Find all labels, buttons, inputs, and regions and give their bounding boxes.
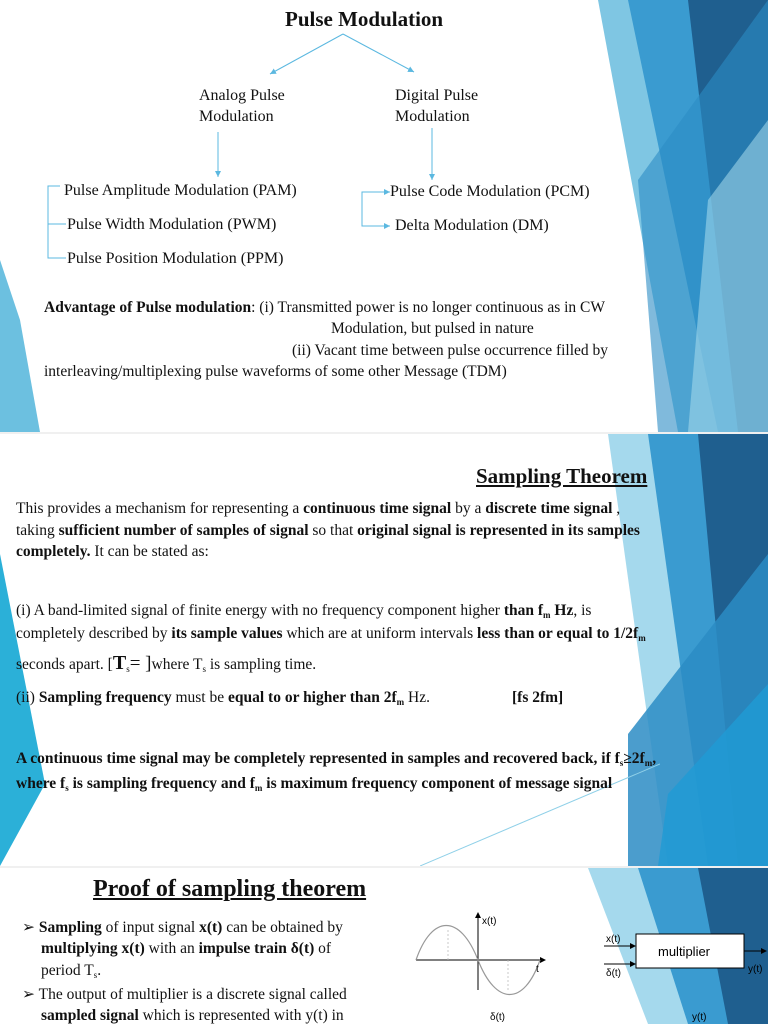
conclusion-b: ≥2f bbox=[623, 750, 645, 767]
slide-pulse-modulation bbox=[0, 0, 768, 432]
conclusion-line2 bbox=[16, 775, 612, 793]
bullet1-d: can be obtained by bbox=[222, 919, 343, 936]
bullet1-j: . bbox=[97, 962, 102, 979]
theorem-ii-b: Sampling frequency bbox=[38, 689, 172, 706]
left-decoration bbox=[0, 260, 40, 432]
bullet1-line1 bbox=[22, 918, 343, 937]
bullet1-a: Sampling bbox=[38, 919, 102, 936]
bullet-icon: ➢ bbox=[22, 986, 35, 1003]
bullet2-line1 bbox=[22, 985, 347, 1004]
plot-t-label: t bbox=[536, 964, 539, 975]
intro-text-f: taking bbox=[16, 522, 59, 539]
conclusion-e: is sampling frequency and f bbox=[68, 775, 255, 792]
theorem-text-f: its sample values bbox=[171, 625, 283, 642]
theorem-ii-e: Hz. bbox=[404, 689, 430, 706]
page-title: Pulse Modulation bbox=[285, 7, 444, 31]
digital-item-dm: Delta Modulation (DM) bbox=[395, 217, 549, 234]
advantage-ii-cont: interleaving/multiplexing pulse waveforms of some other Message (TDM) bbox=[44, 363, 507, 380]
block-in1-label: x(t) bbox=[606, 934, 621, 945]
bullet1-e: multiplying x(t) bbox=[41, 940, 145, 957]
plot-x-arrow bbox=[540, 957, 546, 963]
slide-proof-of-sampling bbox=[0, 868, 768, 1024]
conclusion-a: A continuous time signal may be completely represented in samples and recovered back, if f bbox=[16, 750, 620, 767]
input-arrowhead-delta bbox=[630, 961, 636, 967]
bullet2-b: sampled signal bbox=[41, 1007, 139, 1024]
bullet1-g: impulse train δ(t) bbox=[198, 940, 315, 957]
theorem-text-a: (i) A band-limited signal of finite energy with no frequency component higher bbox=[16, 602, 504, 619]
output-arrowhead bbox=[761, 948, 767, 954]
digital-label-line1: Digital Pulse bbox=[395, 87, 479, 104]
bullet1-c: x(t) bbox=[199, 919, 223, 936]
intro-text-b: continuous time signal bbox=[303, 500, 452, 517]
theorem-text-m: is sampling time. bbox=[205, 656, 317, 673]
theorem-ii-a: (ii) bbox=[16, 689, 39, 706]
plot-delta-label: δ(t) bbox=[490, 1012, 506, 1023]
theorem-text-b: than f bbox=[503, 602, 544, 619]
slide-sampling-theorem bbox=[0, 434, 768, 866]
theorem-text-c: Hz bbox=[550, 602, 574, 619]
xt-sine-plot bbox=[412, 908, 562, 1024]
tree-arrows bbox=[0, 0, 600, 280]
advantage-ii: (ii) Vacant time between pulse occurrence filled by bbox=[292, 342, 609, 359]
conclusion-sub-d: s bbox=[65, 783, 69, 793]
theorem-i-line2 bbox=[16, 625, 646, 643]
digital-item-pcm: Pulse Code Modulation (PCM) bbox=[390, 183, 590, 200]
bullet1-line3 bbox=[41, 962, 101, 980]
theorem-ii-sub-d: m bbox=[396, 697, 405, 707]
conclusion-line1 bbox=[16, 750, 656, 768]
block-out-label: y(t) bbox=[748, 964, 763, 975]
intro-text-j: completely. bbox=[16, 543, 91, 560]
intro-text-g: sufficient number of samples of signal bbox=[58, 522, 309, 539]
bullet1-h: of bbox=[314, 940, 332, 957]
theorem-sub-j: s bbox=[126, 664, 130, 674]
intro-line3 bbox=[16, 543, 209, 561]
plot-xt-label: x(t) bbox=[482, 916, 497, 927]
theorem-text-l: where T bbox=[151, 656, 203, 673]
fs-formula: [fs 2fm] bbox=[512, 689, 564, 706]
bullet2-c: which is represented with y(t) in bbox=[138, 1007, 344, 1024]
analog-label-line1: Analog Pulse bbox=[199, 87, 285, 104]
intro-text-d: discrete time signal bbox=[485, 500, 613, 517]
intro-text-i: original signal is represented in its samples bbox=[357, 522, 640, 539]
conclusion-d: where f bbox=[16, 775, 66, 792]
intro-text-c: by a bbox=[451, 500, 486, 517]
intro-line2 bbox=[16, 522, 640, 540]
theorem-ii-d: equal to or higher than 2f bbox=[228, 689, 397, 706]
analog-item-pwm: Pulse Width Modulation (PWM) bbox=[67, 216, 277, 233]
bullet2-a: The output of multiplier is a discrete signal called bbox=[38, 986, 347, 1003]
intro-text-a: This provides a mechanism for representing a bbox=[16, 500, 304, 517]
intro-line1 bbox=[16, 500, 620, 518]
intro-text-e: , bbox=[612, 500, 621, 517]
bullet1-b: of input signal bbox=[101, 919, 200, 936]
analog-item-pam: Pulse Amplitude Modulation (PAM) bbox=[64, 182, 297, 199]
theorem-sub-h: m bbox=[638, 633, 646, 643]
theorem-i-line3 bbox=[16, 652, 316, 675]
bullet2-line2 bbox=[41, 1007, 344, 1024]
advantage-i: : (i) Transmitted power is no longer continuous as in CW bbox=[251, 299, 606, 316]
intro-text-h: so that bbox=[308, 522, 358, 539]
theorem-ii bbox=[16, 689, 430, 707]
theorem-text-i: seconds apart. [ bbox=[16, 656, 113, 673]
theorem-i-line1 bbox=[16, 602, 591, 620]
theorem-sub-b: m bbox=[543, 610, 551, 620]
theorem-sub-l: s bbox=[202, 664, 206, 674]
analog-item-ppm: Pulse Position Modulation (PPM) bbox=[67, 250, 284, 267]
bottom-yt-label: y(t) bbox=[692, 1012, 707, 1023]
theorem-ii-c: must be bbox=[171, 689, 228, 706]
multiplier-label: multiplier bbox=[658, 944, 711, 959]
plot-y-arrow bbox=[475, 912, 481, 918]
bullet-icon: ➢ bbox=[22, 919, 35, 936]
advantage-line1 bbox=[44, 299, 605, 317]
conclusion-f: is maximum frequency component of message signal bbox=[262, 775, 613, 792]
advantage-label: Advantage of Pulse modulation bbox=[44, 299, 252, 316]
theorem-text-j: T bbox=[112, 652, 127, 674]
section-title: Proof of sampling theorem bbox=[93, 876, 367, 902]
conclusion-sub-b: m bbox=[644, 758, 653, 768]
bullet1-i: period T bbox=[41, 962, 94, 979]
theorem-text-h: less than or equal to 1/2f bbox=[477, 625, 639, 642]
bullet1-sub-i: s bbox=[93, 970, 98, 980]
block-in2-label: δ(t) bbox=[606, 968, 622, 979]
advantage-i-cont: Modulation, but pulsed in nature bbox=[331, 320, 534, 337]
theorem-text-e: completely described by bbox=[16, 625, 172, 642]
theorem-text-d: , is bbox=[573, 602, 592, 619]
multiplier-block-diagram bbox=[600, 928, 768, 1024]
intro-text-k: It can be stated as: bbox=[90, 543, 209, 560]
conclusion-sub-a: s bbox=[619, 758, 624, 768]
conclusion-c: , bbox=[652, 750, 657, 767]
input-arrowhead-x bbox=[630, 943, 636, 949]
left-decoration bbox=[0, 554, 60, 866]
analog-label-line2: Modulation bbox=[199, 108, 274, 125]
bullet1-line2 bbox=[41, 940, 331, 958]
section-title: Sampling Theorem bbox=[476, 464, 648, 488]
digital-label-line2: Modulation bbox=[395, 108, 470, 125]
conclusion-sub-e: m bbox=[254, 783, 263, 793]
theorem-text-g: which are at uniform intervals bbox=[282, 625, 478, 642]
theorem-text-k: = ] bbox=[129, 653, 152, 674]
bullet1-f: with an bbox=[144, 940, 199, 957]
